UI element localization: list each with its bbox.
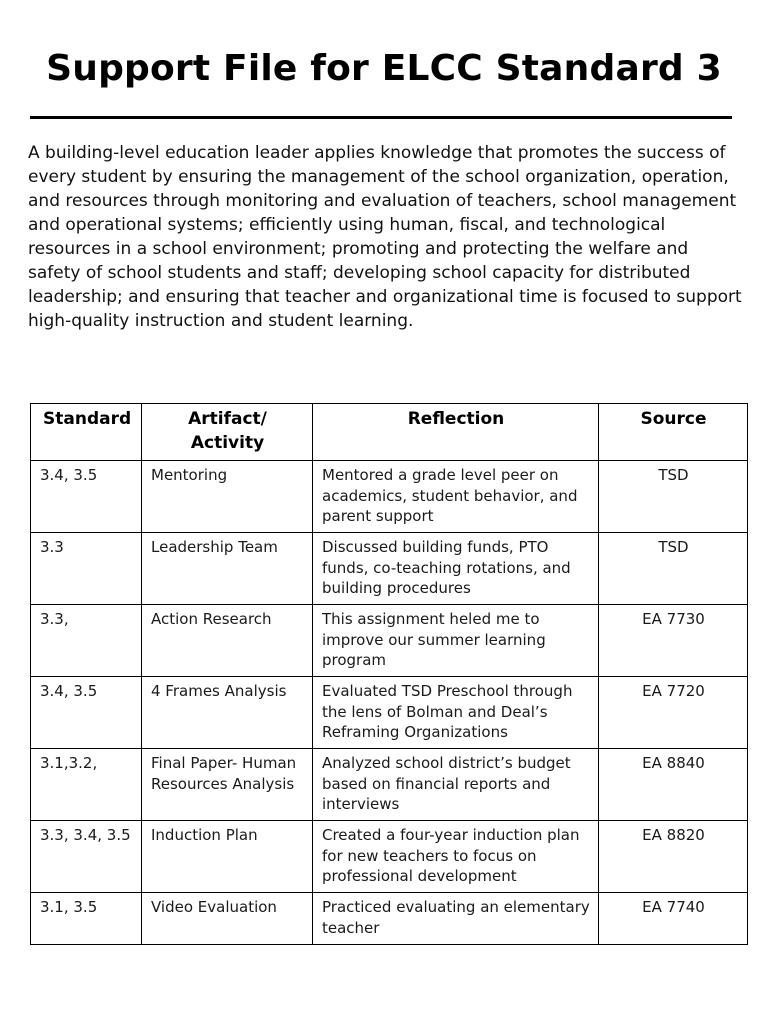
title-divider xyxy=(30,116,732,119)
cell-reflection: Analyzed school district’s budget based on financial reports and interviews xyxy=(313,749,599,821)
table-row xyxy=(31,461,748,533)
cell-reflection: This assignment heled me to improve our summer learning program xyxy=(313,605,599,677)
page-title: Support File for ELCC Standard 3 xyxy=(46,48,722,89)
cell-standard: 3.4, 3.5 xyxy=(31,461,142,533)
table-row xyxy=(31,749,748,821)
support-table xyxy=(30,403,748,945)
cell-artifact: 4 Frames Analysis xyxy=(142,677,313,749)
cell-artifact: Leadership Team xyxy=(142,533,313,605)
cell-source: TSD xyxy=(599,461,748,533)
cell-source: EA 7730 xyxy=(599,605,748,677)
cell-standard: 3.3, 3.4, 3.5 xyxy=(31,821,142,893)
cell-reflection: Practiced evaluating an elementary teacher xyxy=(313,893,599,945)
cell-source: EA 8820 xyxy=(599,821,748,893)
table-row xyxy=(31,605,748,677)
cell-source: EA 7720 xyxy=(599,677,748,749)
cell-source: EA 7740 xyxy=(599,893,748,945)
cell-artifact: Video Evaluation xyxy=(142,893,313,945)
cell-standard: 3.1,3.2, xyxy=(31,749,142,821)
cell-reflection: Discussed building funds, PTO funds, co-teaching rotations, and building procedures xyxy=(313,533,599,605)
table-row xyxy=(31,893,748,945)
cell-source: EA 8840 xyxy=(599,749,748,821)
cell-reflection: Created a four-year induction plan for new teachers to focus on professional development xyxy=(313,821,599,893)
cell-artifact: Final Paper- Human Resources Analysis xyxy=(142,749,313,821)
cell-artifact: Action Research xyxy=(142,605,313,677)
cell-standard: 3.3, xyxy=(31,605,142,677)
cell-reflection: Mentored a grade level peer on academics, student behavior, and parent support xyxy=(313,461,599,533)
intro-paragraph: A building-level education leader applies knowledge that promotes the success of every student by ensuring the management of the school organization, operation, and resources through monitoring and evaluation of teachers, school management and operational systems; efficiently using human, fiscal, and technological resources in a school environment; promoting and protecting the welfare and safety of school students and staff; developing school capacity for distributed leadership; and ensuring that teacher and organizational time is focused to support high-quality instruction and student learning. xyxy=(28,143,742,331)
cell-standard: 3.3 xyxy=(31,533,142,605)
table-row xyxy=(31,533,748,605)
header-reflection: Reflection xyxy=(313,404,599,461)
header-standard: Standard xyxy=(31,404,142,461)
cell-reflection: Evaluated TSD Preschool through the lens of Bolman and Deal’s Reframing Organizations xyxy=(313,677,599,749)
header-artifact: Artifact/ Activity xyxy=(142,404,313,461)
table-row xyxy=(31,677,748,749)
table-row xyxy=(31,821,748,893)
cell-standard: 3.4, 3.5 xyxy=(31,677,142,749)
header-source: Source xyxy=(599,404,748,461)
cell-artifact: Mentoring xyxy=(142,461,313,533)
table-header-row xyxy=(31,404,748,461)
cell-source: TSD xyxy=(599,533,748,605)
cell-artifact: Induction Plan xyxy=(142,821,313,893)
cell-standard: 3.1, 3.5 xyxy=(31,893,142,945)
